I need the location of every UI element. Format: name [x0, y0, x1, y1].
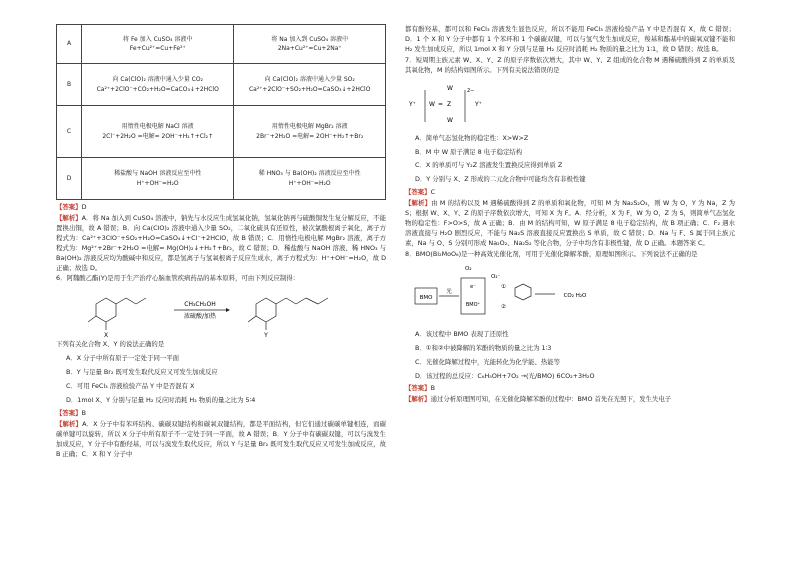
q7-option: D．Y 分别与 X、Z 形成的二元化合物中可能均含有非极性键 [415, 175, 586, 184]
bmo-plus-label: BMO⁺ [465, 301, 481, 308]
struct-atom-bottom: W [447, 116, 453, 124]
row-label: A [57, 25, 82, 64]
cell-line: 稀盐酸与 NaOH 溶液反应至中性 [114, 170, 202, 178]
cell-line: 2Cl⁻+2H₂O =电解= 2OH⁻+H₂↑+Cl₂↑ [102, 132, 214, 140]
analysis-text: A．X 分子中有苯环结构、碳碳双键结构和碳氧双键结构，都是平面结构，但它们通过碳碳单键相连，而碳碳单键可以旋转，所以 X 分子中所有原子不一定处于同一平面，故 A 错误；B．Y 分子中有碳碳双键，可以与溴发生加成反应，Y 分子中有酚羟基，可以与溴发生取代反应，所以 Y 与足量 Br₂ 既可发生取代反应又可发生加成反应，故 B 正确；C．X 和 Y 分子中 [56, 419, 387, 458]
cell-line: 向 Ca(ClO)₂ 溶液中通入少量 CO₂ [112, 76, 203, 84]
m-structure-svg [405, 78, 525, 130]
q5-analysis [56, 214, 386, 274]
q6-analysis-continued: 都有酚羟基，都可以和 FeCl₃ 溶液发生显色反应，所以不能用 FeCl₃ 溶液检验产品 Y 中是否混有 X，故 C 错误；D．1 个 X 和 Y 分子中都有 1 个苯环和 1 个碳碳双键，可以与氢气发生加成反应，羧基和酯基中的碳氧双键不能和 H₂ 发生加成反应，所以 1mol X 和 Y 分别与足量 H₂ 反应时消耗 H₂ 物质的量之比为 1∶1，故 D 错误；故选 B。 [405, 25, 735, 53]
analysis-tag: 【解析】 [56, 213, 82, 222]
cell-line: 向 Ca(ClO)₂ 溶液中通入少量 SO₂ [264, 76, 355, 84]
q7-option: C．X 的单质可与 Y₂Z 溶液发生置换反应得到单质 Z [415, 161, 563, 170]
products-label: CO₂ H₂O [563, 292, 587, 299]
answer-tag: 【答案】 [405, 188, 431, 197]
answer-tag: 【答案】 [56, 408, 82, 417]
q6-stem: 6．阿魏酸乙酯(Y)是用于生产治疗心脑血管疾病药品的基本原料，可由下列反应制得： [56, 274, 300, 283]
molecule-x-structure [88, 298, 146, 330]
q8-stem: 8．BMO(Bi₂MoO₆)是一种高效光催化剂，可用于光催化降解苯酚，原理如图所示。下列说法不正确的是 [405, 249, 698, 258]
struct-atom-w: W [429, 100, 435, 108]
analysis-text: 由 M 的结构以及 M 遇稀硫酸得到 Z 的单质和氧化物，可知 M 为 Na₂S₂O₃，则 W 为 O，Y 为 Na，Z 为 S；根据 W、X、Y、Z 的原子序数依次增大，可知 X 为 F。A．经分析，X 为 F，W 为 O，Z 为 S，则简单气态氢化物的稳定性：F>O>S，故 A 正确；B．由 M 的结构可知，W 原子满足 8 电子稳定结构，故 B 项正确；C．F₂ 遇水溶液直接与 H₂O 剧烈反应，不能与 Na₂S 溶液直接反应置换出 S 单质，故 C 错误；D．Na 与 F、S 属于同主族元素，Na 与 O、S 分别可形成 Na₂O₂、Na₂S₂ 等化合物，分子中均含有非极性键，故 D 正确。本题答案 C。 [405, 199, 736, 247]
condition-label: 浓硫酸/加热 [183, 313, 217, 321]
q7-analysis [405, 199, 735, 249]
q7-answer [405, 188, 735, 198]
answer-value: B [81, 408, 86, 417]
cell-line: Ca²⁺+2ClO⁻+CO₂+H₂O=CaCO₃↓+2HClO [96, 85, 219, 93]
analysis-tag: 【解析】 [405, 199, 432, 208]
struct-charge: 2− [467, 87, 475, 94]
cell-line: 用惰性电极电解 MgBr₂ 溶液 [271, 123, 348, 131]
cell-line: 将 Na 加入到 CuSO₄ 溶液中 [271, 35, 349, 43]
cell-line: 将 Fe 加入 CuSO₄ 溶液中 [123, 35, 193, 43]
q7-option: A．简单气态氢化物的稳定性：X>W>Z [415, 133, 529, 142]
q6-option: C．可用 FeCl₃ 溶液检验产品 Y 中是否混有 X [66, 382, 195, 391]
answer-tag: 【答案】 [56, 203, 82, 211]
light-label: 光 [446, 288, 452, 295]
table-row [57, 25, 386, 64]
bmo-label: BMO [419, 294, 433, 301]
reagent-label: CH₃CH₂OH [184, 301, 216, 309]
bmo-diagram [405, 262, 735, 326]
cell-line: Fe+Cu²⁺=Cu+Fe²⁺ [129, 45, 186, 52]
struct-atom-z: Z [447, 100, 452, 108]
q6-analysis [56, 420, 386, 460]
answer-value: D [81, 203, 87, 211]
analysis-tag: 【解析】 [405, 395, 431, 404]
table-row [57, 158, 386, 200]
phenol-ring [515, 284, 531, 300]
analysis-text: A．将 Na 加入到 CuSO₄ 溶液中，钠先与水反应生成氢氧化钠，氢氧化钠再与硫酸铜发生复分解反应，不能置换出铜，故 A 错误；B．向 Ca(ClO)₂ 溶液中通入少量 SO₂，二氧化硫具有还原性，被次氯酸根离子氧化，离子方程式为：Ca²⁺+3ClO⁻+SO₂+H₂O=CaSO₄↓+Cl⁻+2HClO，故 B 错误；C．用惰性电极电解 MgBr₂ 溶液，离子方程式为：Mg²⁺+2Br⁻+2H₂O =电解= Mg(OH)₂↓+H₂↑+Br₂，故 C 错误；D．稀盐酸与 NaOH 溶液、稀 HNO₃ 与 Ba(OH)₂ 溶液反应均为酸碱中和反应，都是氢离子与氢氧根离子反应生成水，离子方程式为：H⁺+OH⁻=H₂O，故 D 正确；故选 D。 [56, 213, 387, 272]
q6-option: A．X 分子中所有原子一定处于同一平面 [66, 354, 180, 363]
cell [234, 106, 386, 158]
q8-answer [405, 384, 735, 394]
q6-option: D．1mol X、Y 分别与足量 H₂ 反应时消耗 H₂ 物质的量之比为 5∶4 [66, 396, 256, 405]
cell-line: H⁺+OH⁻=H₂O [136, 179, 179, 187]
cell [234, 25, 386, 64]
q6-lead: 下列有关化合物 X、Y 的说法正确的是 [56, 340, 165, 349]
q8-option: D．该过程的总反应：C₆H₅OH+7O₂ →(光/BMO) 6CO₂+3H₂O [415, 371, 595, 380]
o2-label: O₂ [465, 265, 472, 272]
cell-line: H⁺+OH⁻=H₂O [288, 179, 331, 187]
answer-tag: 【答案】 [405, 384, 431, 393]
cell-line: 用惰性电极电解 NaCl 溶液 [121, 123, 194, 131]
q8-option: A．该过程中 BMO 表现了还原性 [415, 329, 509, 338]
o2-minus-label: O₂⁻ [491, 273, 501, 280]
right-column [405, 24, 735, 405]
left-column [56, 24, 386, 460]
arrow-head [226, 308, 230, 312]
q5-answer [56, 203, 386, 213]
struct-bond: = [438, 100, 444, 108]
cell [82, 106, 234, 158]
electron-label: e⁻ [470, 283, 476, 290]
row-label: B [57, 64, 82, 106]
analysis-text: 通过分析原理图可知，在光催化降解苯酚的过程中：BMO 首先在光照下，发生失电子 [430, 395, 672, 404]
q8-analysis [405, 395, 735, 405]
cell [82, 64, 234, 106]
cell [234, 158, 386, 200]
q6-answer [56, 409, 386, 419]
cell-line: 稀 HNO₃ 与 Ba(OH)₂ 溶液反应至中性 [258, 170, 361, 178]
cell-line: 2Na+Cu²⁺=Cu+2Na⁺ [277, 45, 342, 52]
comparison-table [56, 24, 386, 200]
cell [82, 25, 234, 64]
table-row [57, 64, 386, 106]
cell-line: 2Br⁻+2H₂O =电解= 2OH⁻+H₂↑+Br₂ [256, 132, 364, 140]
label-x: X [103, 332, 109, 339]
m-structure [405, 78, 735, 130]
q7-stem: 7．短周期主族元素 W、X、Y、Z 的原子序数依次增大，其中 W、Y、Z 组成的化合物 M 遇稀硫酸得到 Z 的单质及其氧化物，M 的结构如图所示。下列有关说法错误的是 [405, 55, 735, 74]
cell [82, 158, 234, 200]
path-2-label: ② [501, 303, 506, 310]
struct-cation-right: Y⁺ [475, 100, 482, 108]
cell [234, 64, 386, 106]
path-1-label: ① [501, 283, 506, 290]
q8-option: B．①和②中被降解的苯酚的物质的量之比为 1∶3 [415, 343, 552, 352]
bmo-diagram-svg [405, 262, 605, 326]
analysis-tag: 【解析】 [56, 419, 83, 428]
reaction-scheme [56, 286, 386, 338]
label-y: Y [264, 332, 268, 339]
reaction-svg [56, 286, 386, 338]
struct-cation-left: Y⁺ [409, 100, 416, 108]
molecule-y-structure [248, 298, 328, 330]
table-row [57, 106, 386, 158]
cell-line: Ca²⁺+2ClO⁻+SO₂+H₂O=CaSO₃↓+2HClO [248, 85, 371, 93]
struct-atom-top: W [447, 84, 453, 92]
q7-option: B．M 中 W 原子满足 8 电子稳定结构 [415, 147, 523, 156]
q6-option: B．Y 与足量 Br₂ 既可发生取代反应又可发生加成反应 [66, 368, 218, 377]
row-label: C [57, 106, 82, 158]
answer-value: C [430, 188, 436, 197]
answer-value: B [430, 384, 435, 393]
row-label: D [57, 158, 82, 200]
q8-option: C．光催化降解过程中，光能转化为化学能、热能等 [415, 357, 561, 366]
